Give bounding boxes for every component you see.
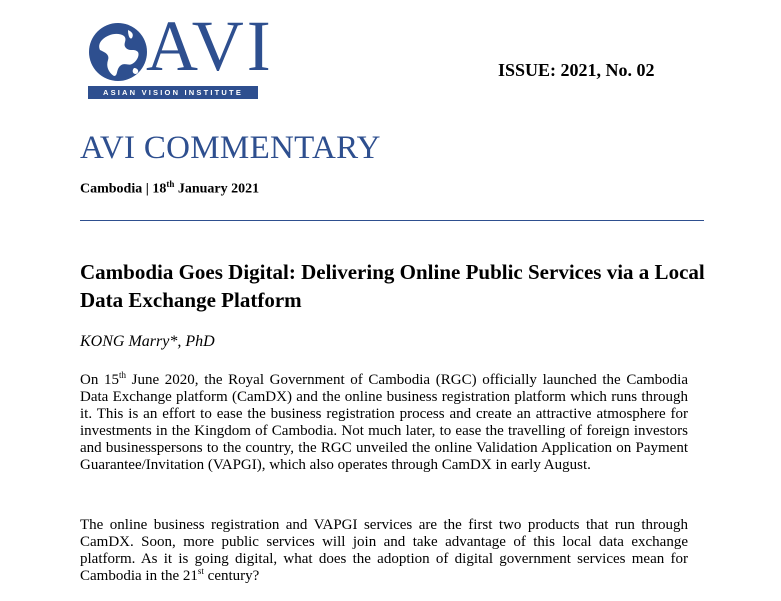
globe-icon — [88, 22, 148, 82]
divider — [80, 220, 704, 221]
paragraph-2-start: The online business registration and VAPGI services are the first two products that run through CamDX. Soon, more public services will join and take advantage of this local data exchange platform. As it is going digital, what does the adoption of digital government services mean for Cambodia in the 21 — [80, 517, 688, 584]
article-headline: Cambodia Goes Digital: Delivering Online Public Services via a Local Data Exchange Platform — [80, 260, 705, 312]
issue-label: ISSUE: 2021, No. 02 — [498, 60, 655, 80]
logo-banner: ASIAN VISION INSTITUTE — [88, 86, 258, 99]
paragraph-2-sup: st — [197, 566, 204, 576]
dateline-month-year: January 2021 — [174, 181, 260, 197]
author-name: KONG Marry*, PhD — [80, 333, 215, 350]
paragraph-2-rest: century? — [203, 568, 260, 584]
dateline-day-suffix: th — [166, 179, 175, 189]
page-title: AVI COMMENTARY — [80, 130, 381, 166]
paragraph-1 — [80, 372, 688, 474]
dateline-country-day: Cambodia | 18 — [80, 181, 167, 197]
avi-logo — [88, 6, 274, 100]
paragraph-1-sup: th — [118, 370, 126, 380]
paragraph-1-start: On 15 — [80, 372, 119, 388]
paragraph-1-rest: June 2020, the Royal Government of Cambodia (RGC) officially launched the Cambodia Data Exchange platform (CamDX) and the online business registration platform which runs through it. This is an effort to ease the business registration process and create an attractive atmosphere for investments in the Kingdom of Cambodia. Not much later, to ease the travelling of foreign investors and businesspersons to the country, the RGC unveiled the online Validation Application on Payment Guarantee/Invitation (VAPGI), which also operates through CamDX in early August. — [80, 372, 688, 473]
paragraph-2 — [80, 517, 688, 585]
dateline — [80, 179, 259, 198]
logo-wordmark: AVI — [146, 6, 274, 86]
